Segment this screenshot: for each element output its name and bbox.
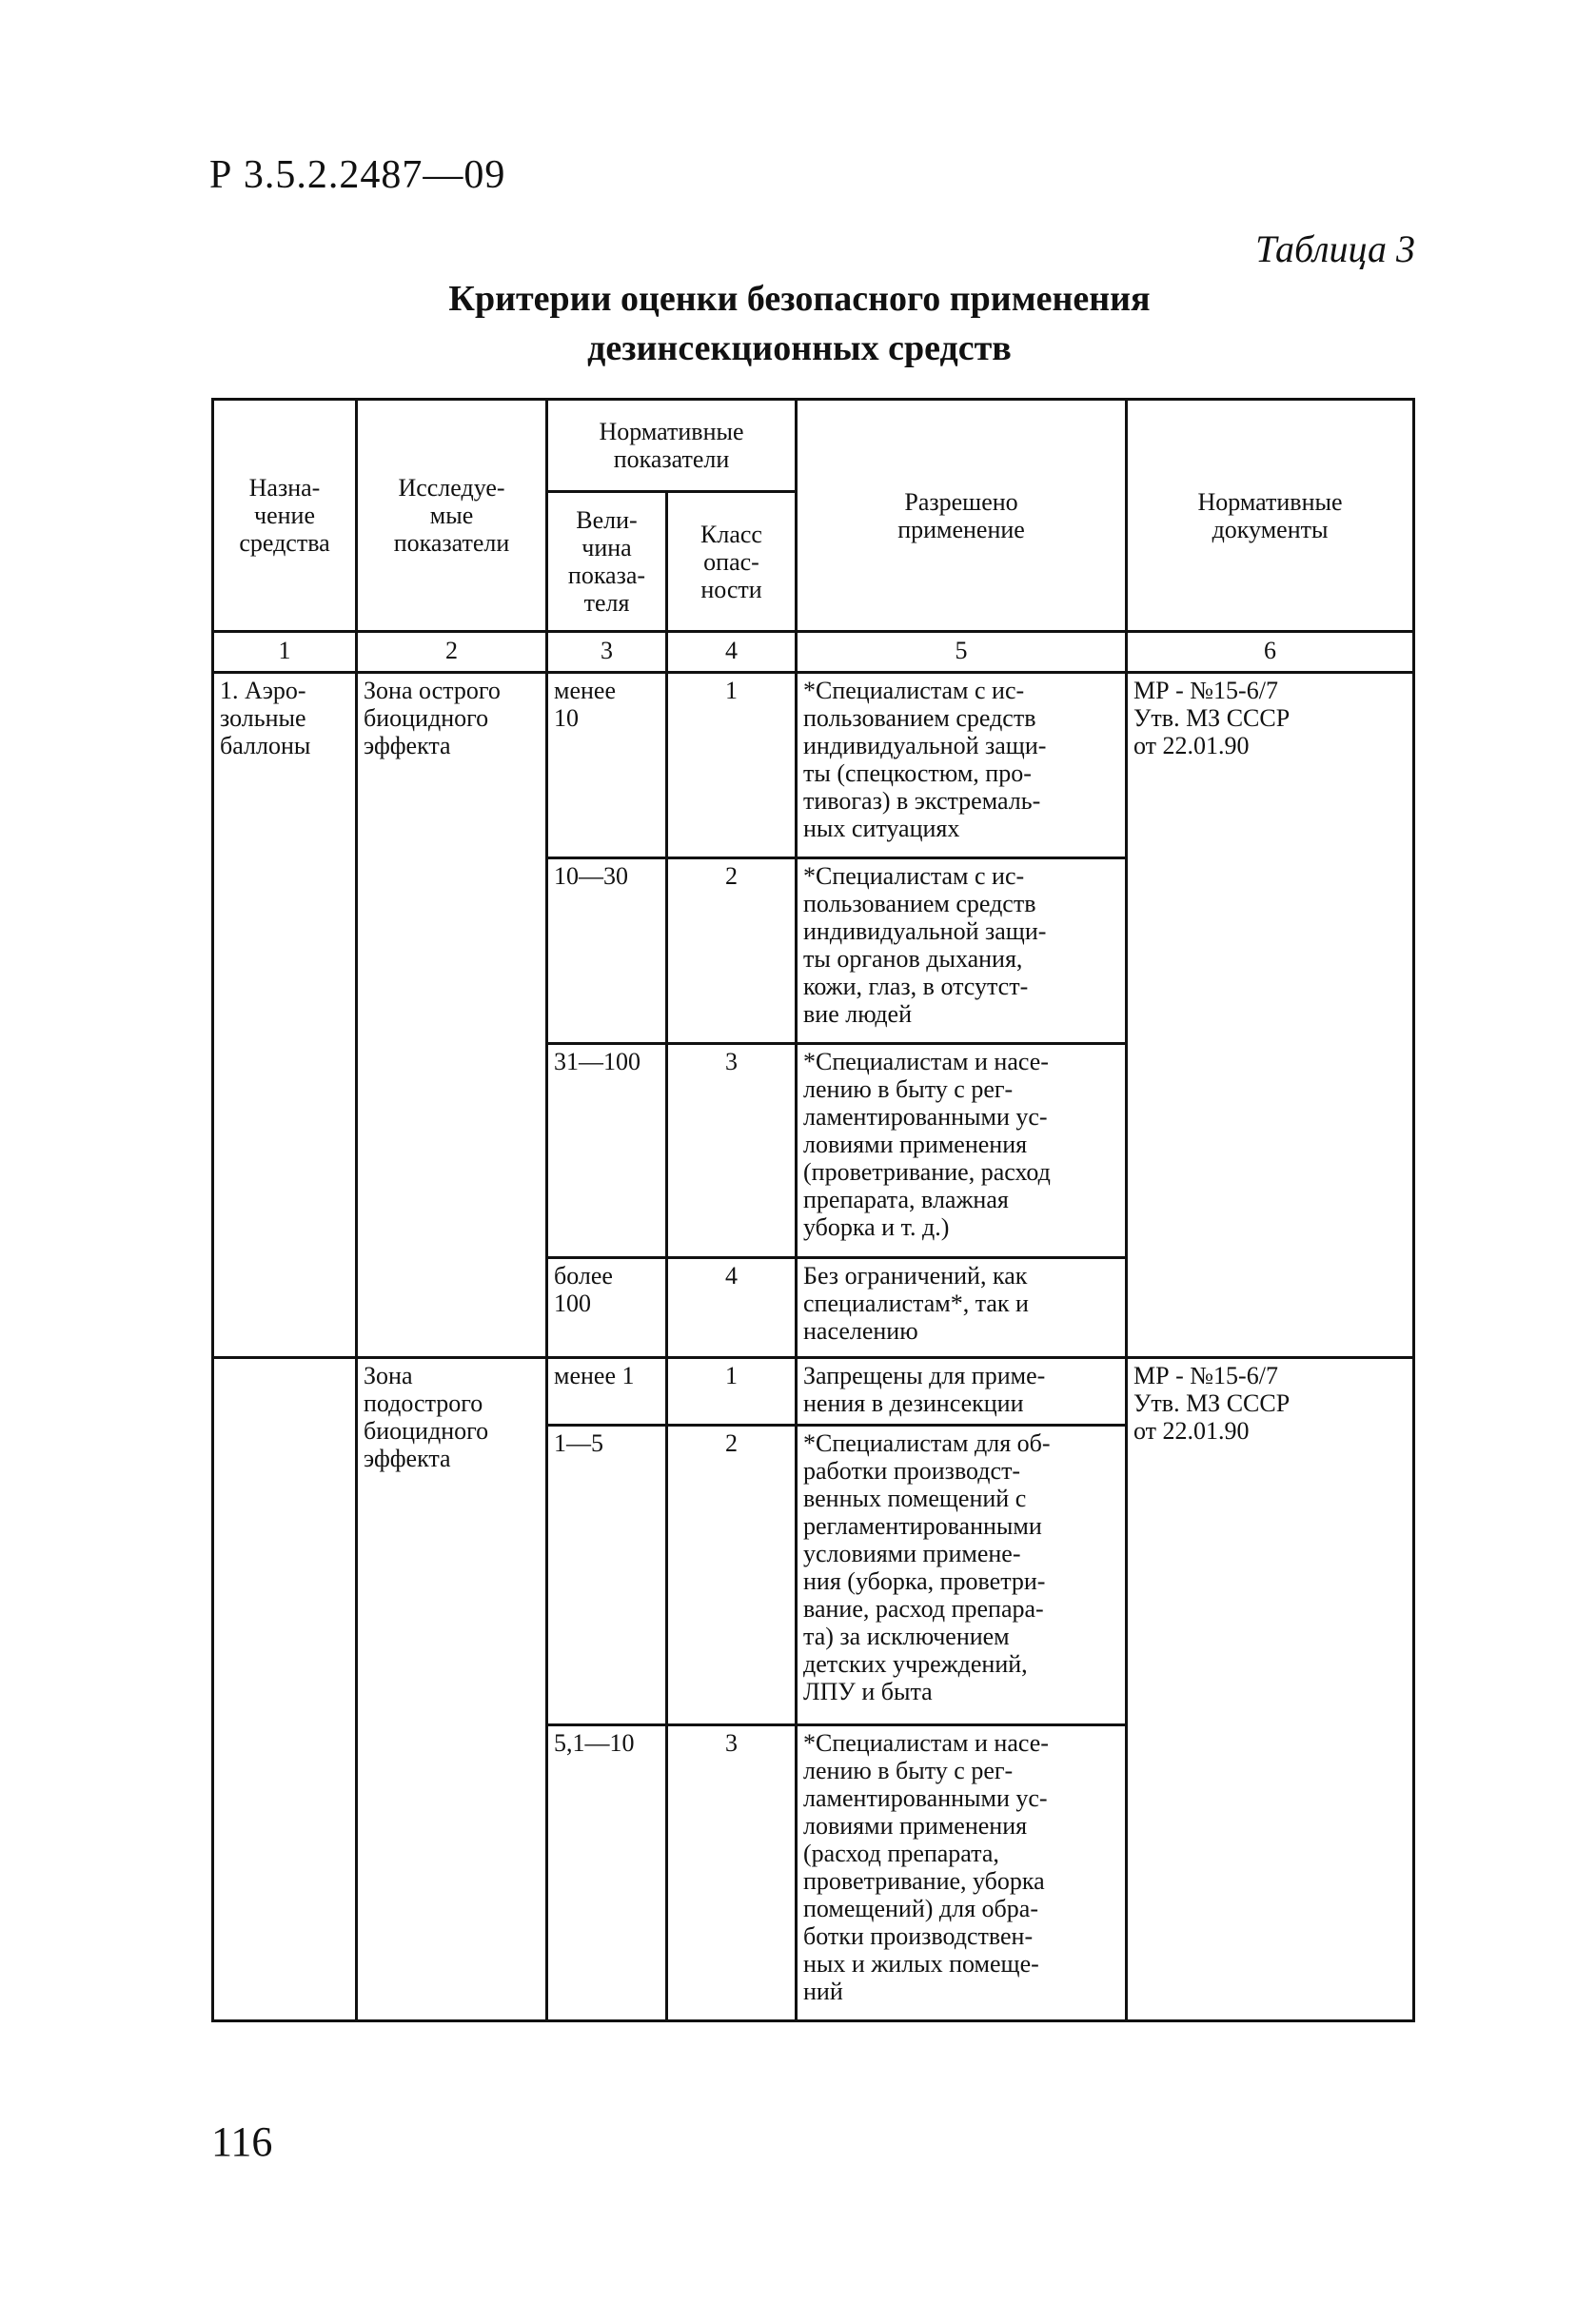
table-row (213, 673, 1414, 858)
allowed-cell: *Специалистам и насе- лению в быту с рег- ламентированными ус- ловиями применения (расход препарата, проветривание, уборка помещений) для обра- ботки производствен- ных и жилых помеще- ний (797, 1725, 1127, 2021)
value-cell: менее 10 (547, 673, 667, 858)
zone-cell: Зона острого биоцидного эффекта (357, 673, 547, 1358)
table-title (324, 274, 1275, 373)
header-row-1 (213, 400, 1414, 492)
column-number: 1 (213, 632, 357, 673)
allowed-cell: *Специалистам с ис- пользованием средств индивидуальной защи- ты (спецкостюм, про- тивогаз) в экстремаль- ных ситуациях (797, 673, 1127, 858)
header-normative-documents: Нормативные документы (1127, 400, 1414, 632)
value-cell: более 100 (547, 1258, 667, 1358)
table-title-line-2: дезинсекционных средств (587, 328, 1012, 368)
header-value: Вели- чина показа- теля (547, 492, 667, 632)
document-code: Р 3.5.2.2487—09 (209, 153, 506, 197)
value-cell: 31—100 (547, 1044, 667, 1258)
header-normative-indicators: Нормативные показатели (547, 400, 797, 492)
column-number: 6 (1127, 632, 1414, 673)
column-number: 2 (357, 632, 547, 673)
value-cell: 1—5 (547, 1426, 667, 1725)
value-cell: 5,1—10 (547, 1725, 667, 2021)
document-cell: МР - №15-6/7 Утв. МЗ СССР от 22.01.90 (1127, 673, 1414, 1358)
header-hazard-class: Класс опас- ности (667, 492, 797, 632)
allowed-cell: *Специалистам для об- работки производст- венных помещений с регламентированными условиями примене- ния (уборка, проветри- вание, расход препара- та) за исключением детских учреждений, ЛПУ и быта (797, 1426, 1127, 1725)
table-number-label: Таблица 3 (1255, 227, 1415, 270)
class-cell: 2 (667, 1426, 797, 1725)
purpose-cell (213, 1358, 357, 2021)
table-row (213, 1358, 1414, 1426)
column-number: 4 (667, 632, 797, 673)
header-indicators: Исследуе- мые показатели (357, 400, 547, 632)
allowed-cell: Без ограничений, как специалистам*, так и населению (797, 1258, 1127, 1358)
value-cell: менее 1 (547, 1358, 667, 1426)
class-cell: 2 (667, 858, 797, 1044)
class-cell: 3 (667, 1044, 797, 1258)
allowed-cell: *Специалистам с ис- пользованием средств индивидуальной защи- ты органов дыхания, кожи, глаз, в отсутст- вие людей (797, 858, 1127, 1044)
page-number: 116 (211, 2118, 273, 2165)
zone-cell: Зона подострого биоцидного эффекта (357, 1358, 547, 2021)
document-cell: МР - №15-6/7 Утв. МЗ СССР от 22.01.90 (1127, 1358, 1414, 2021)
column-number: 5 (797, 632, 1127, 673)
table-title-line-1: Критерии оценки безопасного применения (448, 279, 1151, 319)
class-cell: 1 (667, 1358, 797, 1426)
column-number: 3 (547, 632, 667, 673)
class-cell: 4 (667, 1258, 797, 1358)
allowed-cell: *Специалистам и насе- лению в быту с рег- ламентированными ус- ловиями применения (проветривание, расход препарата, влажная уборка и т. д.) (797, 1044, 1127, 1258)
header-purpose: Назна- чение средства (213, 400, 357, 632)
class-cell: 1 (667, 673, 797, 858)
criteria-table (211, 398, 1415, 2022)
class-cell: 3 (667, 1725, 797, 2021)
allowed-cell: Запрещены для приме- нения в дезинсекции (797, 1358, 1127, 1426)
column-number-row (213, 632, 1414, 673)
purpose-cell: 1. Аэро- зольные баллоны (213, 673, 357, 1358)
value-cell: 10—30 (547, 858, 667, 1044)
header-allowed-use: Разрешено применение (797, 400, 1127, 632)
